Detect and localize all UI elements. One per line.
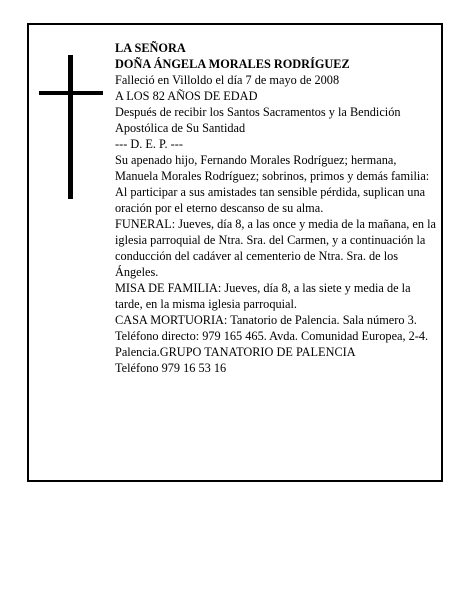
death-info: Falleció en Villoldo el día 7 de mayo de 2008 [115, 73, 340, 87]
phone-text: Teléfono 979 16 53 16 [115, 361, 227, 375]
mortuary-text: CASA MORTUORIA: Tanatorio de Palencia. Sala número 3. Teléfono directo: 979 165 465. Avda. Comunidad Europea, 2-4. Palencia.GRUPO TANATORIO DE PALENCIA [115, 313, 429, 359]
notice-title: LA SEÑORA [115, 41, 186, 55]
deceased-name: DOÑA ÁNGELA MORALES RODRÍGUEZ [115, 57, 350, 71]
funeral-text: FUNERAL: Jueves, día 8, a las once y media de la mañana, en la iglesia parroquial de Ntra. Sra. del Carmen, y a continuación la conducción del cadáver al cementerio de Ntra. Sra. de los Ángeles. [115, 217, 436, 279]
family-text: Su apenado hijo, Fernando Morales Rodríguez; hermana, Manuela Morales Rodríguez; sobrinos, primos y demás familia: [115, 153, 430, 183]
cross-icon [39, 55, 103, 199]
cross-horizontal-bar [39, 91, 103, 95]
cross-vertical-bar [68, 55, 73, 199]
notice-text [115, 40, 437, 376]
prayer-request-text: Al participar a sus amistades tan sensible pérdida, suplican una oración por el eterno descanso de su alma. [115, 185, 426, 215]
family-mass-text: MISA DE FAMILIA: Jueves, día 8, a las siete y media de la tarde, en la misma iglesia parroquial. [115, 281, 411, 311]
sacraments-text: Después de recibir los Santos Sacramentos y la Bendición Apostólica de Su Santidad [115, 105, 401, 135]
obituary-notice [27, 23, 443, 482]
age-info: A LOS 82 AÑOS DE EDAD [115, 89, 258, 103]
rip-text: --- D. E. P. --- [115, 137, 183, 151]
